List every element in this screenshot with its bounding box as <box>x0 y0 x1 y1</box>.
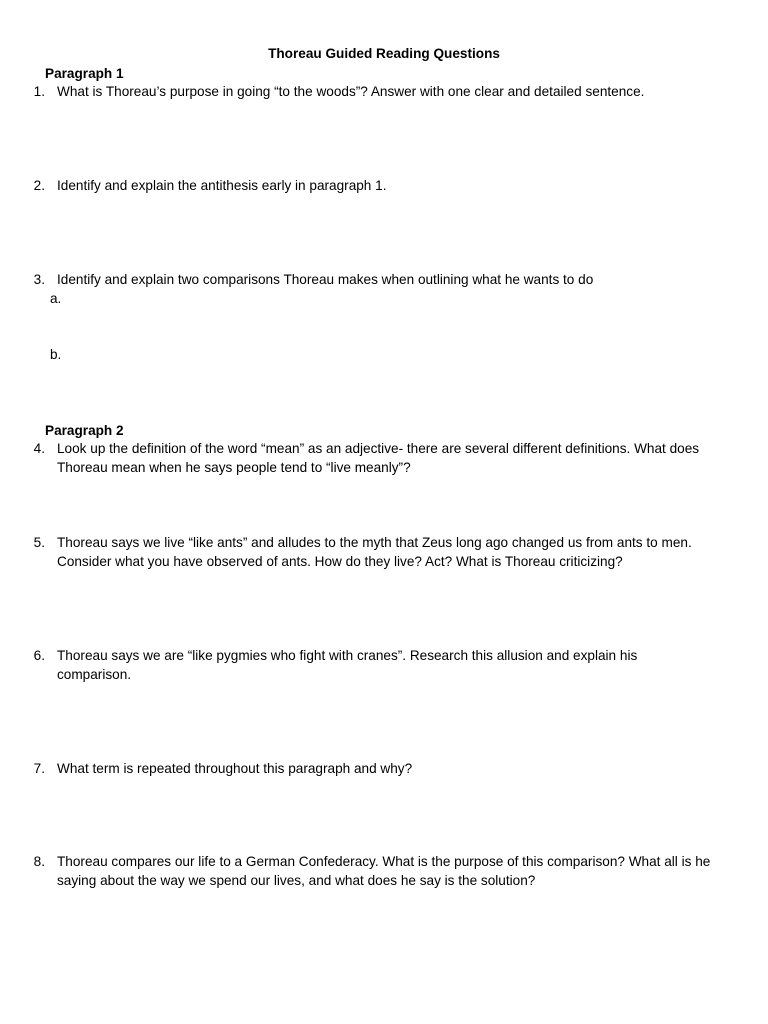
sub-item-b: b. <box>50 347 62 362</box>
document-title: Thoreau Guided Reading Questions <box>268 46 500 61</box>
question-number: 7. <box>33 761 45 776</box>
question-number: 4. <box>33 441 45 456</box>
question-text-line-2: saying about the way we spend our lives, and what does he say is the solution? <box>57 873 536 888</box>
question-text: Identify and explain two comparisons Thoreau makes when outlining what he wants to do <box>57 272 594 287</box>
question-text-line-1: Look up the definition of the word “mean” as an adjective- there are several different definitions. What does <box>57 441 700 456</box>
question-number: 5. <box>33 535 45 550</box>
question-number: 2. <box>33 178 45 193</box>
question-text-line-2: comparison. <box>57 667 132 682</box>
sub-item-a: a. <box>50 291 62 306</box>
question-text-line-1: Thoreau says we live “like ants” and alludes to the myth that Zeus long ago changed us from ants to men. <box>57 535 692 550</box>
question-text: What is Thoreau’s purpose in going “to the woods”? Answer with one clear and detailed sentence. <box>57 84 645 99</box>
question-text-line-1: Thoreau says we are “like pygmies who fight with cranes”. Research this allusion and explain his <box>57 648 638 663</box>
question-text-line-1: Thoreau compares our life to a German Confederacy. What is the purpose of this comparison? What all is he <box>57 854 711 869</box>
question-number: 1. <box>33 84 45 99</box>
question-number: 3. <box>33 272 45 287</box>
question-text-line-2: Consider what you have observed of ants. How do they live? Act? What is Thoreau criticizing? <box>57 554 623 569</box>
question-number: 8. <box>33 854 45 869</box>
question-text: What term is repeated throughout this paragraph and why? <box>57 761 413 776</box>
question-number: 6. <box>33 648 45 663</box>
question-text-line-2: Thoreau mean when he says people tend to “live meanly”? <box>57 460 411 475</box>
section-heading-paragraph-1: Paragraph 1 <box>45 66 124 81</box>
section-heading-paragraph-2: Paragraph 2 <box>45 423 124 438</box>
question-text: Identify and explain the antithesis early in paragraph 1. <box>57 178 387 193</box>
